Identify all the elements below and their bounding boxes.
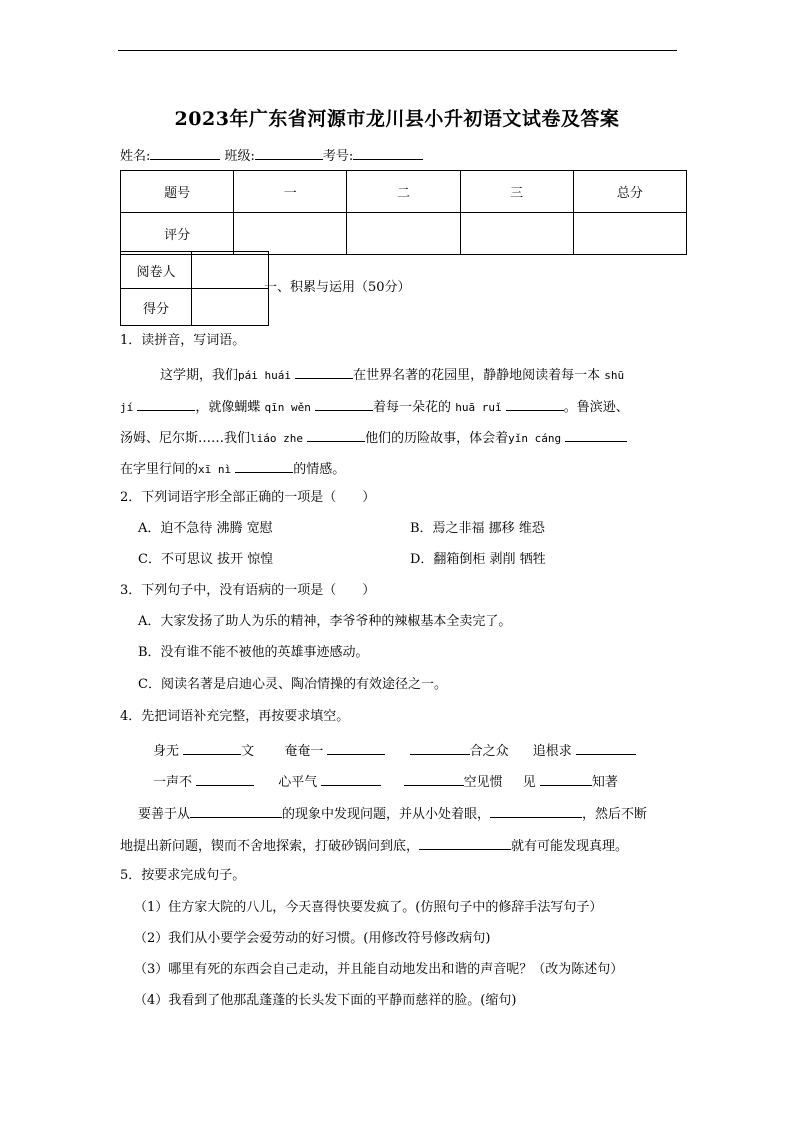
question-5-item: （4）我看到了他那乱蓬蓬的长头发下面的平静而慈祥的脸。(缩句) xyxy=(134,993,517,1008)
score-header-cell: 二 xyxy=(347,171,460,213)
score-cell[interactable] xyxy=(573,213,686,255)
text: 在字里行间的 xyxy=(120,462,199,477)
table-row xyxy=(121,289,269,326)
question-4-sentence xyxy=(120,835,628,856)
option-a[interactable]: A．迫不急待 沸腾 宽慰 xyxy=(138,521,273,536)
text: 合之众 xyxy=(469,744,509,759)
pinyin: liáo zhe xyxy=(250,432,303,445)
text: 着每一朵花的 xyxy=(373,400,452,415)
text: 追根求 xyxy=(532,744,572,759)
question-5-item: （1）住方家大院的八儿，今天喜得快要发疯了。(仿照句子中的修辞手法写句子） xyxy=(134,900,603,915)
answer-blank[interactable] xyxy=(419,835,511,850)
text: 奄奄一 xyxy=(284,744,324,759)
option-c[interactable]: C．阅读名著是启迪心灵、陶冶情操的有效途径之一。 xyxy=(138,677,447,692)
question-4-sentence xyxy=(138,803,647,824)
header-rule xyxy=(118,50,677,51)
name-blank[interactable] xyxy=(150,145,220,160)
question-5-item: （3）哪里有死的东西会自己走动，并且能自动地发出和谐的声音呢？（改为陈述句） xyxy=(134,962,624,977)
score-cell[interactable] xyxy=(460,213,573,255)
text: 的现象中发现问题，并从小处着眼， xyxy=(282,807,491,822)
question-5-item: （2）我们从小要学会爱劳动的好习惯。(用修改符号修改病句) xyxy=(134,931,491,946)
option-a[interactable]: A．大家发扬了助人为乐的精神，李爷爷种的辣椒基本全卖完了。 xyxy=(138,614,512,629)
pinyin: qīn wěn xyxy=(264,401,311,414)
page-title: 2023年广东省河源市龙川县小升初语文试卷及答案 xyxy=(174,108,620,130)
text: 身无 xyxy=(153,744,180,759)
text: 知著 xyxy=(591,775,618,790)
reviewer-label: 阅卷人 xyxy=(121,252,192,289)
answer-blank[interactable] xyxy=(327,740,385,755)
reviewer-cell[interactable] xyxy=(192,252,269,289)
pinyin: shū xyxy=(604,369,625,382)
answer-blank[interactable] xyxy=(321,771,381,786)
answer-blank[interactable] xyxy=(410,740,470,755)
pinyin: jí xyxy=(120,401,134,414)
text: 的情感。 xyxy=(293,462,346,477)
class-blank[interactable] xyxy=(255,145,323,160)
pinyin: yǐn cáng xyxy=(508,432,562,445)
option-d[interactable]: D．翻箱倒柜 剥削 牺牲 xyxy=(410,552,546,567)
table-row xyxy=(121,213,687,255)
exam-number-label: 考号: xyxy=(322,149,354,164)
score-table xyxy=(120,170,687,255)
text: 。鲁滨逊、 xyxy=(563,400,629,415)
class-label: 班级: xyxy=(224,149,255,164)
answer-blank[interactable] xyxy=(540,771,592,786)
answer-blank[interactable] xyxy=(196,771,254,786)
answer-blank[interactable] xyxy=(190,803,282,818)
score-cell[interactable] xyxy=(234,213,347,255)
answer-blank[interactable] xyxy=(307,427,365,442)
question-4-title: 4．先把词语补充完整，再按要求填空。 xyxy=(120,709,350,724)
answer-blank[interactable] xyxy=(576,740,636,755)
grader-score-cell[interactable] xyxy=(192,289,269,326)
exam-number-blank[interactable] xyxy=(353,145,423,160)
text: 空见惯 xyxy=(463,775,503,790)
text: ，然后不断 xyxy=(582,807,648,822)
section-title: 一、积累与运用（50分） xyxy=(264,280,411,295)
text: 这学期，我们 xyxy=(160,368,239,383)
question-2-title: 2．下列词语字形全部正确的一项是（ ） xyxy=(120,490,376,505)
text: 要善于从 xyxy=(138,807,191,822)
question-1-line xyxy=(160,364,624,385)
text: ，就像蝴蝶 xyxy=(195,400,261,415)
answer-blank[interactable] xyxy=(235,458,293,473)
table-row xyxy=(121,171,687,213)
text: 在世界名著的花园里，静静地阅读着每一本 xyxy=(353,368,601,383)
pinyin: huā ruǐ xyxy=(455,401,502,414)
answer-blank[interactable] xyxy=(506,396,564,411)
text: 地提出新问题，锲而不舍地探索，打破砂锅问到底， xyxy=(120,839,420,854)
question-5-title: 5．按要求完成句子。 xyxy=(120,868,246,883)
text: 心平气 xyxy=(278,775,318,790)
answer-blank[interactable] xyxy=(295,364,353,379)
pinyin: xī nì xyxy=(198,463,232,476)
score-header-cell: 一 xyxy=(234,171,347,213)
question-1-line xyxy=(120,396,629,417)
text: 见 xyxy=(522,775,536,790)
score-row-label: 评分 xyxy=(121,213,234,255)
pinyin: pái huái xyxy=(238,369,291,382)
text: 文 xyxy=(241,744,255,759)
answer-blank[interactable] xyxy=(490,803,582,818)
text: 一声不 xyxy=(153,775,193,790)
answer-blank[interactable] xyxy=(315,396,373,411)
table-row xyxy=(121,252,269,289)
student-info-line xyxy=(120,145,423,166)
answer-blank[interactable] xyxy=(183,740,241,755)
grader-table xyxy=(120,251,269,326)
question-1-title: 1．读拼音，写词语。 xyxy=(120,333,246,348)
text: 他们的历险故事，体会着 xyxy=(365,431,509,446)
score-header-cell: 三 xyxy=(460,171,573,213)
grader-score-label: 得分 xyxy=(121,289,192,326)
answer-blank[interactable] xyxy=(137,396,195,411)
question-3-title: 3．下列句子中，没有语病的一项是（ ） xyxy=(120,583,376,598)
text: 汤姆、尼尔斯……我们 xyxy=(120,431,251,446)
option-c[interactable]: C．不可思议 拔开 惊惶 xyxy=(138,552,274,567)
score-header-cell: 总分 xyxy=(573,171,686,213)
answer-blank[interactable] xyxy=(404,771,464,786)
option-b[interactable]: B．没有谁不能不被他的英雄事迹感动。 xyxy=(138,645,369,660)
score-header-cell: 题号 xyxy=(121,171,234,213)
idiom-row xyxy=(153,771,618,792)
idiom-row xyxy=(153,740,636,761)
question-1-line xyxy=(120,427,627,448)
score-cell[interactable] xyxy=(347,213,460,255)
option-b[interactable]: B．焉之非福 挪移 维恐 xyxy=(410,521,545,536)
question-1-line xyxy=(120,458,345,479)
name-label: 姓名: xyxy=(120,149,151,164)
answer-blank[interactable] xyxy=(565,427,627,442)
text: 就有可能发现真理。 xyxy=(511,839,629,854)
